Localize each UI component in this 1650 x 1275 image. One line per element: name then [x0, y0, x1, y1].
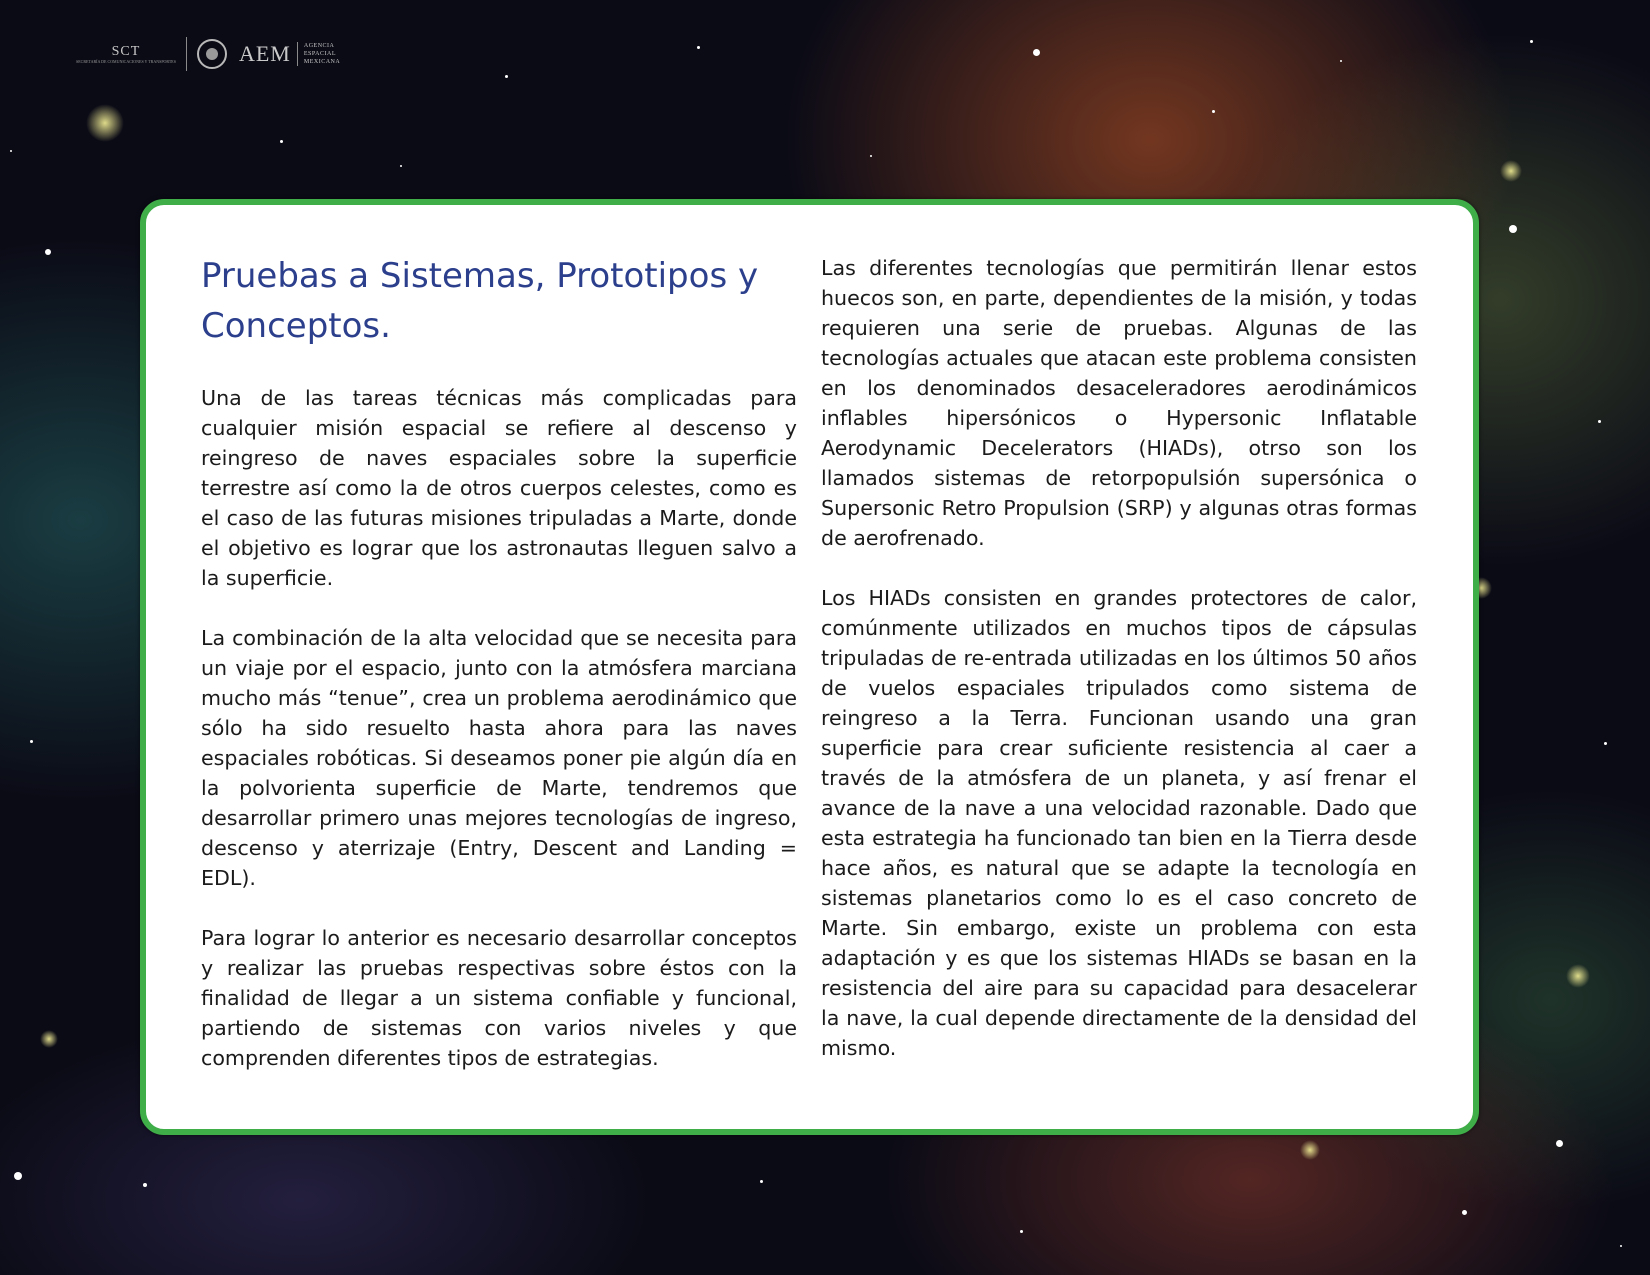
mexico-seal-icon: [197, 39, 227, 69]
sct-logo: [76, 45, 176, 64]
star-glow: [40, 1030, 58, 1048]
agency-name-line: AGENCIA: [303, 43, 335, 49]
article-paragraph: Los HIADs consisten en grandes protectores de calor, comúnmente utilizados en muchos tipos de cápsulas tripuladas de re-entrada utilizadas en los últimos 50 años de vuelos espaciales tripulados como sistema de reingreso a la Terra. Funcionan usando una gran superficie para crear suficiente resistencia al caer a través de la atmósfera de un planeta, y así frenar el avance de la nave a una velocidad razonable. Dado que esta estrategia ha funcionado tan bien en la Tierra desde hace años, es natural que se adapte la tecnología en sistemas planetarios como lo es el caso concreto de Marte. Sin embargo, existe un problema con esta adaptación y es que los sistemas HIADs se basan en la resistencia del aire para su capacidad para desacelerar la nave, la cual depende directamente de la densidad del mismo.: [821, 586, 1417, 1060]
article-title: Pruebas a Sistemas, Prototipos y Conceptos.: [201, 256, 759, 346]
star: [1556, 1140, 1563, 1147]
star: [1340, 60, 1342, 62]
star: [400, 165, 402, 167]
star: [10, 150, 12, 152]
star-glow: [86, 104, 124, 142]
star-glow: [1566, 964, 1590, 988]
star: [1530, 40, 1533, 43]
article-card: [140, 199, 1479, 1135]
logo-divider: [186, 37, 187, 71]
star: [1509, 225, 1517, 233]
star: [1620, 1245, 1622, 1247]
agency-name-line: MEXICANA: [303, 59, 341, 65]
agency-name-line: ESPACIAL: [303, 51, 336, 57]
article-paragraph: Las diferentes tecnologías que permitirán llenar estos huecos son, en parte, dependientes de la misión, y todas requieren una serie de pruebas. Algunas de las tecnologías actuales que atacan este problema consisten en los denominados desaceleradores aerodinámicos inflables hipersónicos o Hypersonic Inflatable Aerodynamic Decelerators (HIADs), otrso son los llamados sistemas de retorpopulsión supersónica o Supersonic Retro Propulsion (SRP) y algunas otras formas de aerofrenado.: [821, 256, 1417, 550]
star: [1212, 110, 1215, 113]
star: [1604, 742, 1607, 745]
star: [505, 75, 508, 78]
star: [1033, 49, 1040, 56]
article-right-column: [821, 253, 1417, 1093]
star: [143, 1183, 147, 1187]
agency-name: [297, 42, 340, 66]
article-left-column: [201, 251, 797, 1103]
star: [760, 1180, 763, 1183]
star-glow: [1500, 160, 1522, 182]
article-paragraph: Para lograr lo anterior es necesario desarrollar conceptos y realizar las pruebas respectivas sobre éstos con la finalidad de llegar a un sistema confiable y funcional, partiendo de sistemas con varios niveles y que comprenden diferentes tipos de estrategias.: [201, 926, 797, 1070]
star: [45, 249, 51, 255]
star-glow: [1300, 1140, 1320, 1160]
sct-logo-caption: SECRETARÍA DE COMUNICACIONES Y TRANSPORTES: [76, 58, 176, 64]
sct-logo-text: SCT: [111, 43, 141, 59]
article-paragraph: La combinación de la alta velocidad que se necesita para un viaje por el espacio, junto con la atmósfera marciana mucho más “tenue”, crea un problema aerodinámico que sólo ha sido resuelto hasta ahora para las naves espaciales robóticas. Si deseamos poner pie algún día en la polvorienta superficie de Marte, tendremos que desarrollar primero unas mejores tecnologías de ingreso, descenso y aterrizaje (Entry, Descent and Landing = EDL).: [201, 626, 797, 890]
star: [280, 140, 283, 143]
star: [697, 46, 700, 49]
star: [1462, 1210, 1467, 1215]
star: [870, 155, 872, 157]
star: [1598, 420, 1601, 423]
article-paragraph: Una de las tareas técnicas más complicadas para cualquier misión espacial se refiere al descenso y reingreso de naves espaciales sobre la superficie terrestre así como la de otros cuerpos celestes, como es el caso de las futuras misiones tripuladas a Marte, donde el objetivo es lograr que los astronautas lleguen salvo a la superficie.: [201, 386, 797, 590]
star: [30, 740, 33, 743]
star: [14, 1172, 22, 1180]
aem-logo-text: AEM: [238, 41, 291, 66]
star: [1020, 1230, 1023, 1233]
agency-logo: [76, 34, 340, 74]
